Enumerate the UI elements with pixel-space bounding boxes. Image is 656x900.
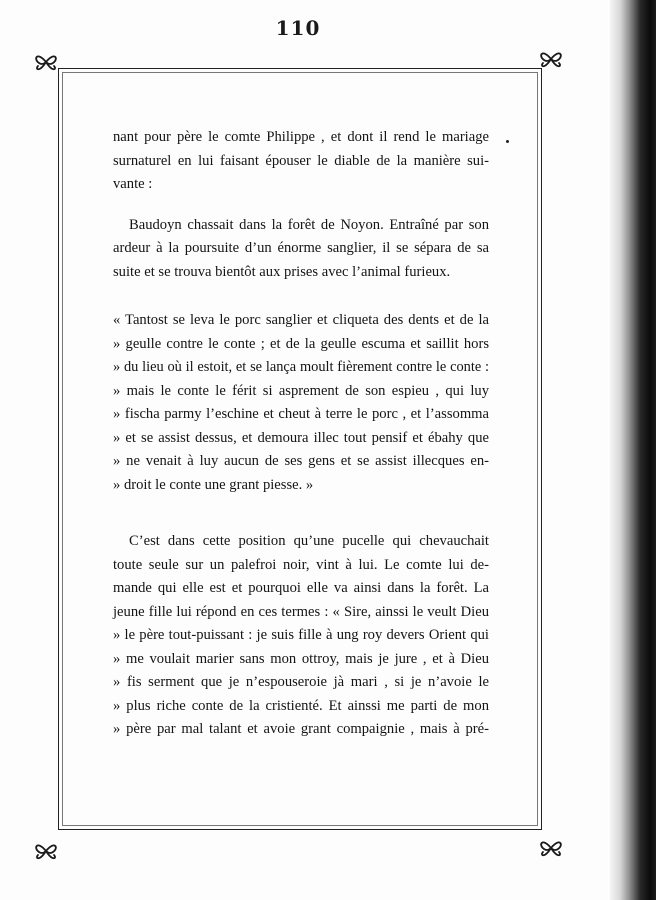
quote-line: » plus riche conte de la cristienté. Et ainssi me parti de mon bbox=[113, 697, 489, 714]
text-line: C’est dans cette position qu’une pucelle qui chevauchait bbox=[129, 533, 489, 549]
text-line: toute seule sur un palefroi noir, vint à lui. Le comte lui de- bbox=[113, 556, 489, 573]
quote-line: » père par mal talant et avoie grant compaignie , mais à pré- bbox=[113, 721, 489, 737]
quote-line: » du lieu où il estoit, et se lança moult fièrement contre le conte : bbox=[113, 359, 489, 375]
corner-ornament-bottom-left-icon bbox=[31, 836, 61, 866]
corner-ornament-top-right-icon bbox=[536, 44, 566, 74]
corner-ornament-bottom-right-icon bbox=[536, 833, 566, 863]
page-number: 110 bbox=[275, 16, 321, 40]
text-line: vante : bbox=[113, 176, 153, 192]
corner-ornament-top-left-icon bbox=[31, 47, 61, 77]
quote-line: » geulle contre le conte ; et de la geulle escuma et saillit hors bbox=[113, 335, 489, 352]
quote-line: » fischa parmy l’eschine et cheut à terre le porc , et l’assomma bbox=[113, 406, 489, 422]
quote-line: » ne venait à luy aucun de ses gens et se assist illecques en- bbox=[113, 453, 489, 469]
quote-line: » mais le conte le férit si asprement de son espieu , qui luy bbox=[113, 382, 489, 399]
quote-line: » et se assist dessus, et demoura illec tout pensif et ébahy que bbox=[113, 429, 489, 446]
text-line: surnaturel en lui faisant épouser le diable de la manière sui- bbox=[113, 152, 489, 169]
paragraph-2 bbox=[113, 214, 489, 285]
text-line: suite et se trouva bientôt aux prises avec l’animal furieux. bbox=[113, 263, 451, 280]
quote-line: » droit le conte une grant piesse. » bbox=[113, 476, 314, 493]
text-line: ardeur à la poursuite d’un énorme sanglier, il se sépara de sa bbox=[113, 240, 489, 256]
quote-line: » le père tout-puissant : je suis fille à ung roy devers Orient qui bbox=[113, 627, 489, 643]
paragraph-quotation bbox=[113, 309, 489, 497]
quote-line: » me voulait marier sans mon ottroy, mais je jure , et à Dieu bbox=[113, 650, 489, 667]
text-line: jeune fille lui répond en ces termes : « Sire, ainssi le veult Dieu bbox=[113, 603, 489, 620]
text-line: nant pour père le comte Philippe , et dont il rend le mariage bbox=[113, 129, 489, 145]
text-line: mande qui elle est et pourquoi elle va ainsi dans la forêt. La bbox=[113, 580, 489, 596]
body-text bbox=[113, 126, 489, 742]
paragraph-1 bbox=[113, 126, 489, 197]
book-spine bbox=[610, 0, 656, 900]
paragraph-4 bbox=[113, 530, 489, 742]
text-line: Baudoyn chassait dans la forêt de Noyon. Entraîné par son bbox=[129, 216, 489, 233]
quote-line: « Tantost se leva le porc sanglier et cliqueta des dents et de la bbox=[113, 312, 489, 328]
ink-speck bbox=[506, 140, 509, 143]
quote-line: » fis serment que je n’espouseroie jà mari , si je n’avoie le bbox=[113, 674, 489, 690]
